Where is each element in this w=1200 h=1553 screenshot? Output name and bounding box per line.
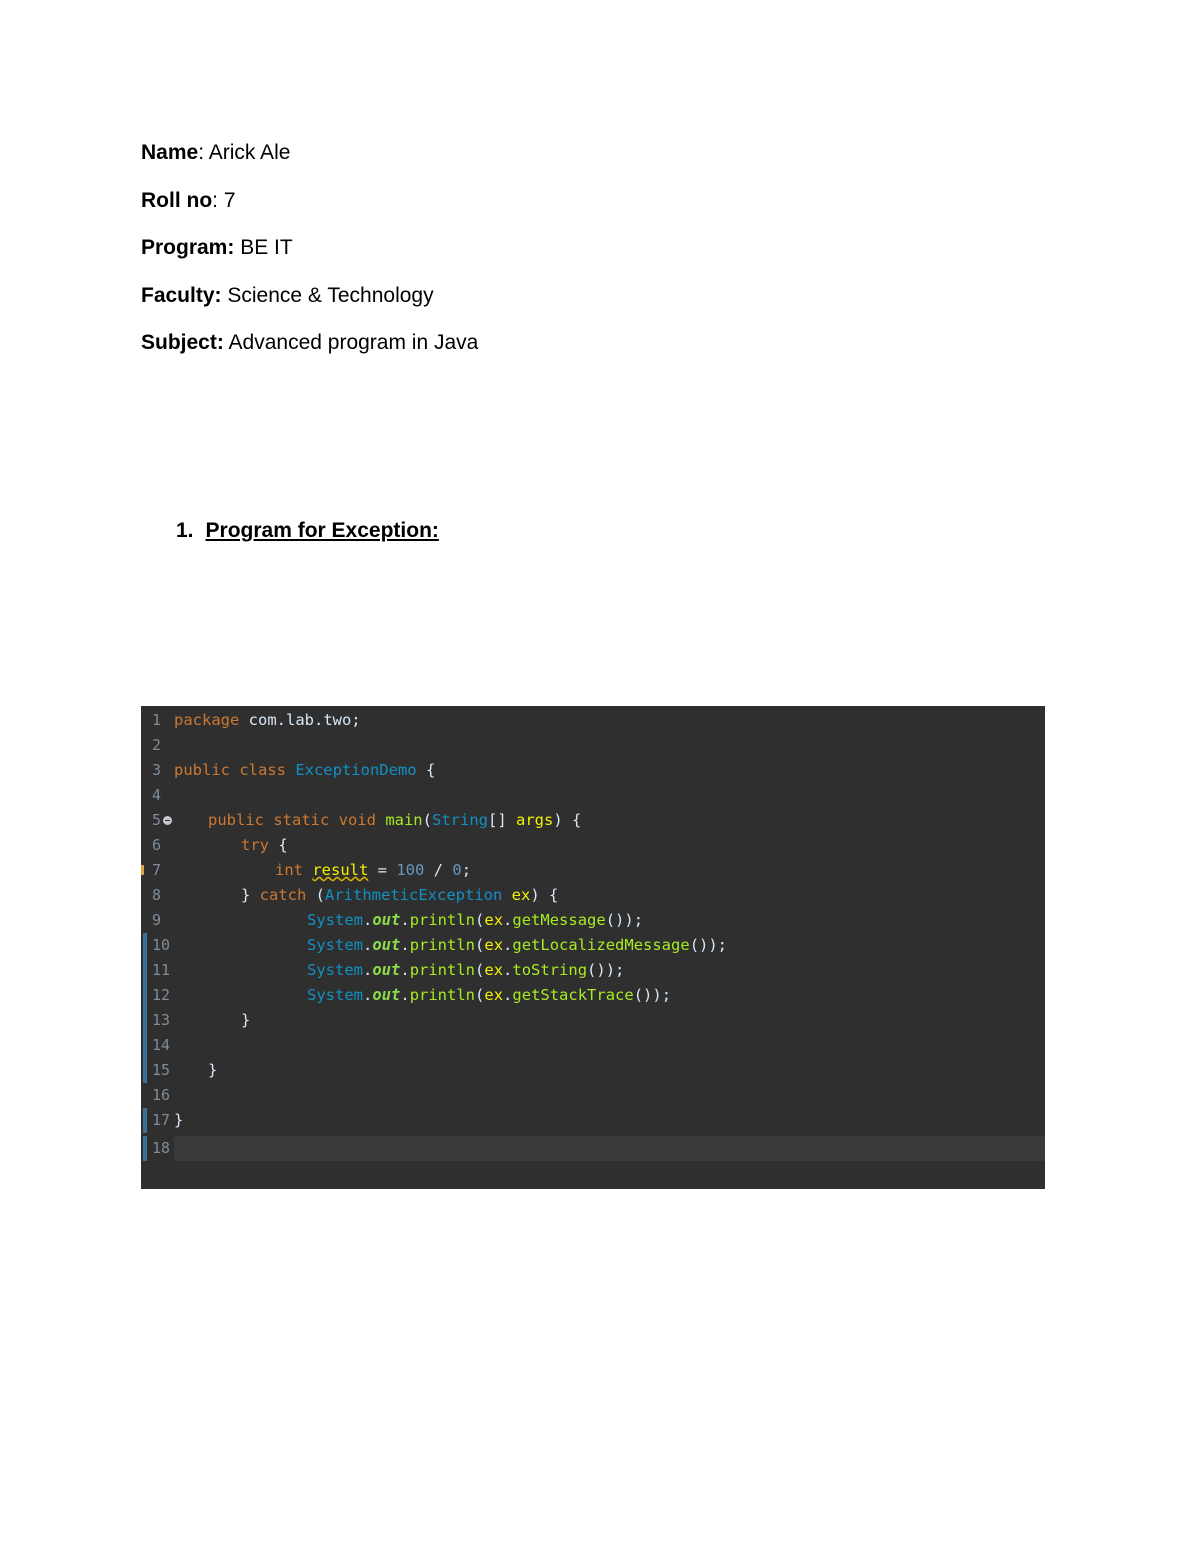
roll-label: Roll no <box>141 188 213 212</box>
line-number-gutter <box>141 1083 171 1108</box>
line-number: 6 <box>152 836 162 854</box>
faculty-label: Faculty: <box>141 283 222 307</box>
code-line <box>141 833 1045 858</box>
collapse-circle-icon[interactable] <box>163 816 172 825</box>
line-number-gutter <box>141 1108 171 1133</box>
line-number-gutter <box>141 883 167 908</box>
code-line <box>141 1008 1045 1033</box>
code-line <box>141 783 1045 808</box>
change-bar <box>143 958 147 983</box>
code-text: System.out.println(ex.getStackTrace()); <box>307 986 672 1004</box>
code-text: int result = 100 / 0; <box>275 861 472 879</box>
code-line <box>141 758 1045 783</box>
line-number-gutter <box>141 933 171 958</box>
line-number-gutter <box>141 1033 171 1058</box>
line-number: 18 <box>152 1139 171 1157</box>
program-value: BE IT <box>240 236 293 259</box>
line-number-gutter <box>141 983 171 1008</box>
change-bar <box>143 983 147 1008</box>
line-number: 12 <box>152 986 171 1004</box>
code-text: } <box>241 1011 251 1029</box>
code-text: System.out.println(ex.toString()); <box>307 961 625 979</box>
name-value: Arick Ale <box>208 141 291 164</box>
line-number-gutter <box>141 733 167 758</box>
line-number: 5 <box>152 811 162 829</box>
code-line <box>141 1083 1045 1108</box>
line-number-gutter <box>141 1058 171 1083</box>
code-text: System.out.println(ex.getMessage()); <box>307 911 644 929</box>
code-text: } <box>208 1061 218 1079</box>
line-number: 15 <box>152 1061 171 1079</box>
line-number: 9 <box>152 911 162 929</box>
roll-value: 7 <box>223 188 236 212</box>
subject-label: Subject: <box>141 331 224 354</box>
code-line <box>141 1058 1045 1083</box>
faculty-field <box>141 282 478 330</box>
code-line <box>141 908 1045 933</box>
current-line-highlight <box>174 1136 1045 1161</box>
line-number: 1 <box>152 711 162 729</box>
code-line <box>141 883 1045 908</box>
code-line <box>141 1108 1045 1133</box>
line-number: 3 <box>152 761 162 779</box>
section-heading <box>176 517 439 545</box>
line-number-gutter <box>141 783 167 808</box>
subject-value: Advanced program in Java <box>228 331 479 354</box>
change-bar <box>143 1108 147 1133</box>
line-number-gutter <box>141 708 167 733</box>
line-number: 7 <box>152 861 162 879</box>
code-text: public class ExceptionDemo { <box>174 761 436 779</box>
code-text: } catch (ArithmeticException ex) { <box>241 886 559 904</box>
line-number: 16 <box>152 1086 171 1104</box>
code-text: } <box>174 1111 184 1129</box>
change-bar <box>143 1008 147 1033</box>
code-text: try { <box>241 836 288 854</box>
line-number-gutter <box>141 1136 171 1161</box>
line-number: 14 <box>152 1036 171 1054</box>
line-number-gutter <box>141 958 171 983</box>
change-bar <box>143 1136 147 1161</box>
code-line <box>141 708 1045 733</box>
program-label: Program: <box>141 236 235 259</box>
warning-marker <box>141 865 144 875</box>
code-editor-screenshot <box>141 706 1045 1189</box>
code-text: package com.lab.two; <box>174 711 361 729</box>
line-number: 13 <box>152 1011 171 1029</box>
change-bar <box>143 933 147 958</box>
code-line <box>141 808 1045 833</box>
code-text: System.out.println(ex.getLocalizedMessage()); <box>307 936 728 954</box>
line-number: 17 <box>152 1111 171 1129</box>
section-number: 1. <box>176 519 194 542</box>
code-line <box>141 933 1045 958</box>
student-info <box>141 139 478 377</box>
line-number: 8 <box>152 886 162 904</box>
code-line <box>141 1033 1045 1058</box>
subject-field <box>141 329 478 377</box>
code-line <box>141 733 1045 758</box>
code-line <box>141 858 1045 883</box>
change-bar <box>143 1058 147 1083</box>
line-number-gutter <box>141 833 167 858</box>
line-number-gutter <box>141 808 167 833</box>
code-line <box>141 958 1045 983</box>
line-number: 10 <box>152 936 171 954</box>
code-line <box>141 983 1045 1008</box>
name-field: Name: Arick Ale <box>141 141 291 164</box>
line-number: 11 <box>152 961 171 979</box>
change-bar <box>143 1033 147 1058</box>
line-number-gutter <box>141 908 167 933</box>
name-label: Name <box>141 141 199 164</box>
faculty-value: Science & Technology <box>227 283 434 307</box>
line-number-gutter <box>141 858 167 883</box>
line-number-gutter <box>141 1008 171 1033</box>
line-number-gutter <box>141 758 167 783</box>
section-title: Program for Exception: <box>205 519 439 542</box>
line-number: 2 <box>152 736 162 754</box>
line-number: 4 <box>152 786 162 804</box>
program-field <box>141 234 478 282</box>
roll-field: Roll no: 7 <box>141 188 236 212</box>
code-line-current[interactable] <box>141 1136 1045 1161</box>
code-text: public static void main(String[] args) { <box>208 811 582 829</box>
